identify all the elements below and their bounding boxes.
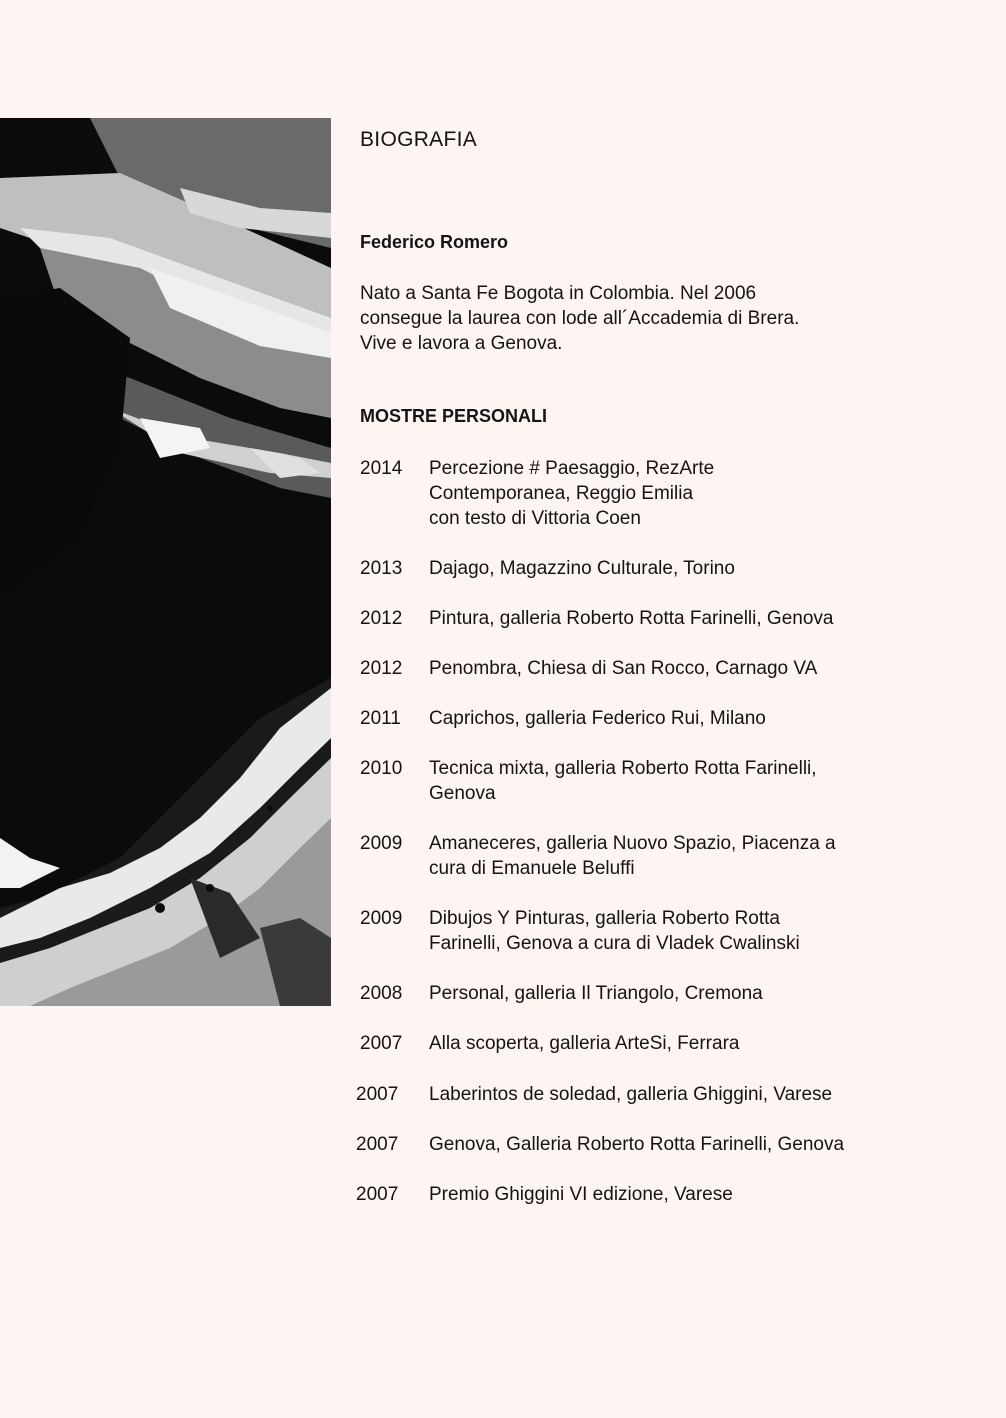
exhibition-year: 2007 [356, 1184, 399, 1205]
bio-line: Nato a Santa Fe Bogota in Colombia. Nel 2006 [360, 283, 757, 304]
exhibition-line: Dibujos Y Pinturas, galleria Roberto Rotta [429, 908, 780, 929]
artist-name: Federico Romero [360, 232, 509, 252]
exhibition-description [429, 456, 714, 531]
exhibition-line: Genova [429, 783, 496, 804]
exhibition-description [429, 756, 817, 806]
exhibition-description [429, 706, 766, 731]
exhibition-line: Genova, Galleria Roberto Rotta Farinelli, Genova [429, 1134, 845, 1155]
exhibition-description [429, 1082, 832, 1107]
exhibition-description [429, 1132, 844, 1157]
exhibition-year: 2010 [360, 758, 403, 779]
exhibition-line: Personal, galleria Il Triangolo, Cremona [429, 983, 763, 1004]
exhibition-line: Laberintos de soledad, galleria Ghiggini, Varese [429, 1084, 833, 1105]
biography-text [360, 281, 799, 356]
exhibition-line: Caprichos, galleria Federico Rui, Milano [429, 708, 766, 729]
exhibition-line: Amaneceres, galleria Nuovo Spazio, Piacenza a [429, 833, 836, 854]
bio-line: Vive e lavora a Genova. [360, 333, 563, 354]
exhibition-line: Premio Ghiggini VI edizione, Varese [429, 1184, 733, 1205]
exhibition-line: Pintura, galleria Roberto Rotta Farinelli, Genova [429, 608, 834, 629]
exhibition-year: 2007 [360, 1033, 403, 1054]
page-title: BIOGRAFIA [360, 128, 478, 151]
artwork-photo [0, 118, 331, 1006]
exhibition-description [429, 1031, 739, 1056]
exhibition-description [429, 906, 800, 956]
exhibition-description [429, 831, 836, 881]
exhibition-year: 2007 [356, 1084, 399, 1105]
exhibition-year: 2008 [360, 983, 403, 1004]
exhibition-line: Percezione # Paesaggio, RezArte [429, 458, 715, 479]
exhibition-line: con testo di Vittoria Coen [429, 508, 641, 529]
exhibition-line: Tecnica mixta, galleria Roberto Rotta Farinelli, [429, 758, 817, 779]
exhibition-description [429, 556, 735, 581]
exhibition-year: 2013 [360, 558, 403, 579]
exhibition-year: 2012 [360, 658, 403, 679]
exhibition-year: 2012 [360, 608, 403, 629]
exhibition-line: Dajago, Magazzino Culturale, Torino [429, 558, 735, 579]
exhibition-line: Contemporanea, Reggio Emilia [429, 483, 694, 504]
exhibition-year: 2014 [360, 458, 403, 479]
exhibition-year: 2007 [356, 1134, 399, 1155]
exhibition-year: 2011 [360, 708, 401, 729]
exhibition-description [429, 1182, 733, 1207]
exhibition-year: 2009 [360, 908, 403, 929]
exhibition-line: cura di Emanuele Beluffi [429, 858, 635, 879]
exhibition-description [429, 981, 763, 1006]
exhibition-year: 2009 [360, 833, 403, 854]
section-title: MOSTRE PERSONALI [360, 406, 548, 426]
exhibition-line: Penombra, Chiesa di San Rocco, Carnago VA [429, 658, 818, 679]
exhibition-line: Alla scoperta, galleria ArteSi, Ferrara [429, 1033, 740, 1054]
bio-line: consegue la laurea con lode all´Accademia di Brera. [360, 308, 800, 329]
exhibition-description [429, 656, 817, 681]
exhibition-description [429, 606, 833, 631]
exhibition-line: Farinelli, Genova a cura di Vladek Cwalinski [429, 933, 800, 954]
